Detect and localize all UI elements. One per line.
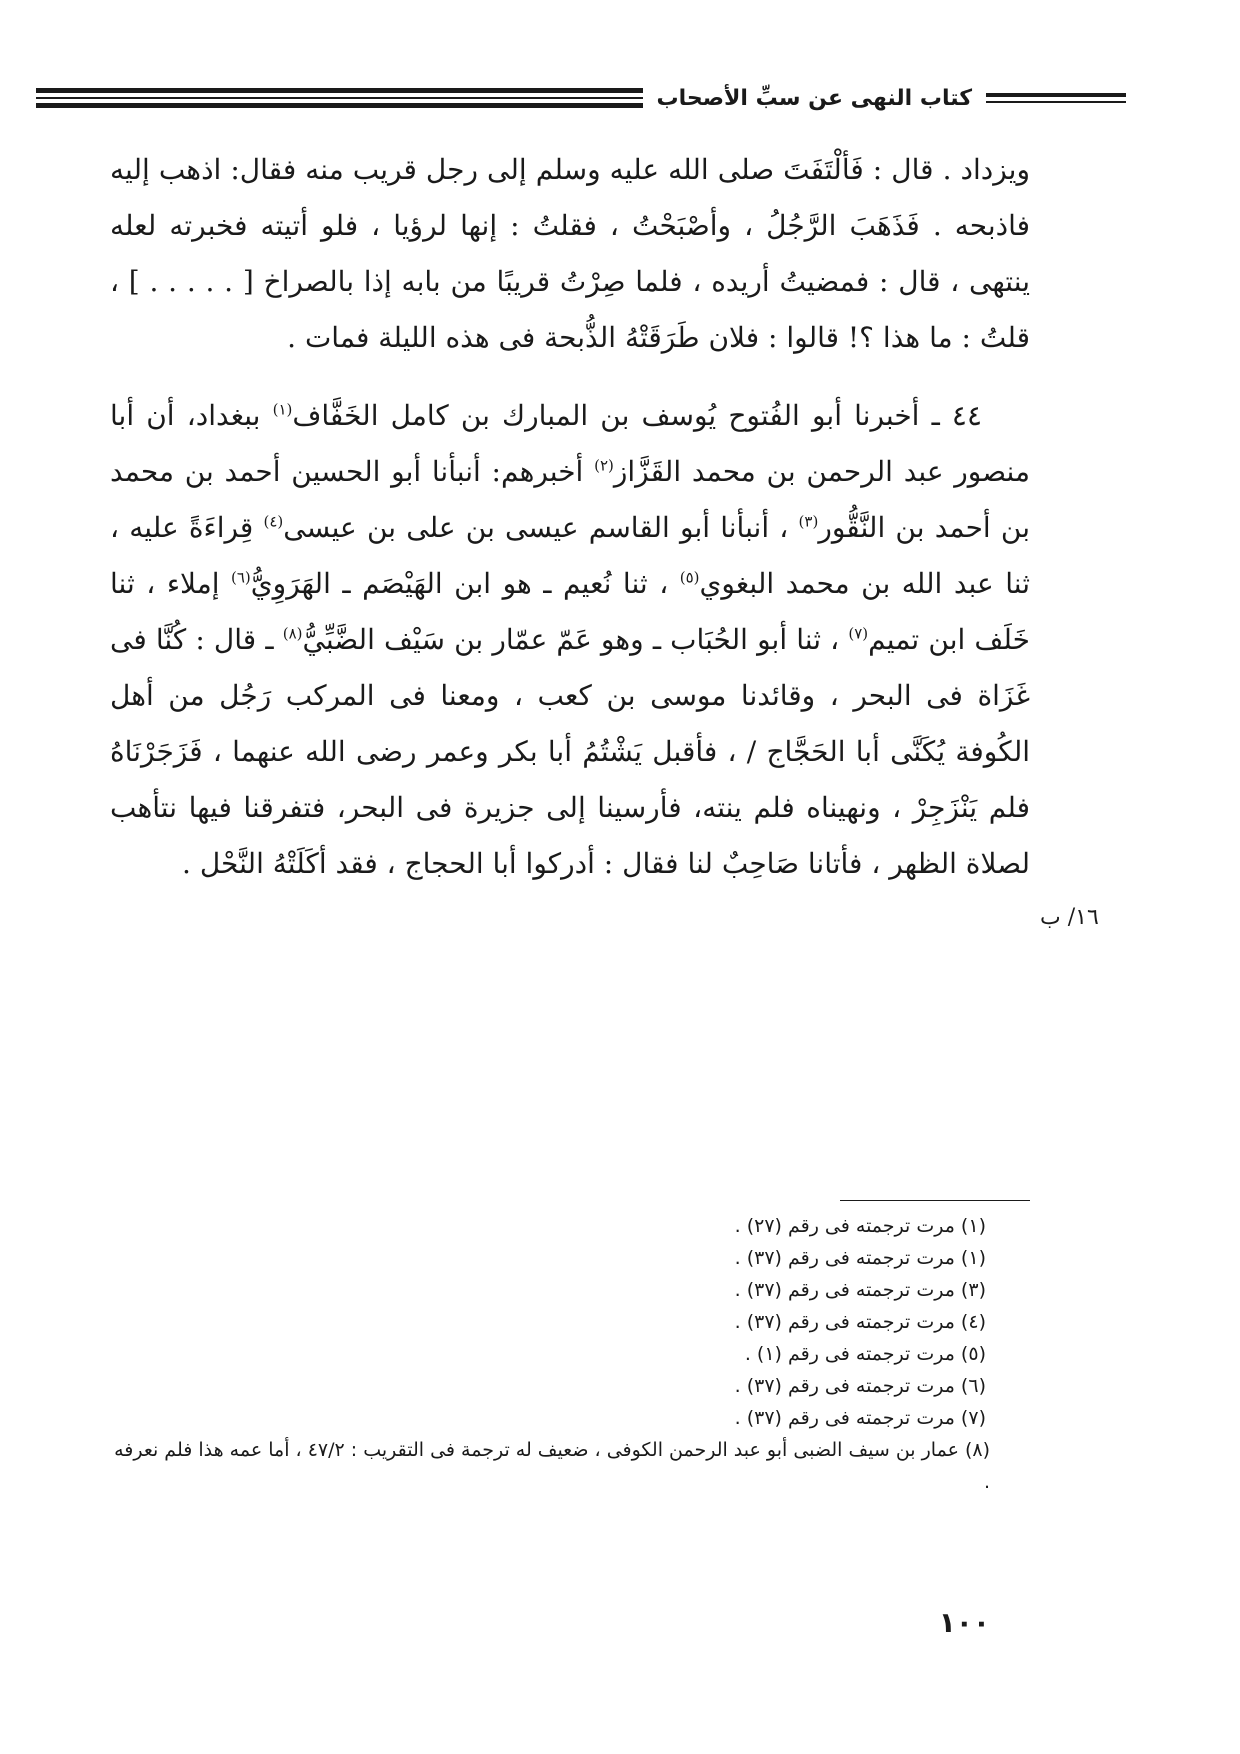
- header-rule-line: [986, 93, 1126, 97]
- manuscript-folio-marker: ١٦/ ب: [1040, 905, 1099, 930]
- footnote-3: (٣) مرت ترجمته فى رقم (٣٧) .: [734, 1279, 986, 1301]
- header-rule-line: [986, 101, 1126, 103]
- text-run: إملاء ، ثنا خَلَف ابن تميم: [110, 567, 1030, 656]
- header-rule-left: [36, 88, 643, 108]
- footnote-ref: (٦): [230, 568, 251, 587]
- footnote-ref: (٧): [848, 624, 869, 643]
- footnotes: [110, 1210, 1030, 1498]
- footnote-ref: (١): [272, 400, 293, 419]
- text-run: ، ثنا أبو الحُبَاب ـ وهو عَمّ عمّار بن سَيْف الضَّبِّيُّ: [302, 623, 849, 656]
- book-title: كتاب النهى عن سبِّ الأصحاب: [656, 85, 972, 111]
- footnote-ref: (٥): [679, 568, 700, 587]
- text-run: ، أنبأنا أبو القاسم عيسى بن على بن عيسى: [283, 511, 799, 544]
- footnote-8: (٨) عمار بن سيف الضبى أبو عبد الرحمن الكوفى ، ضعيف له ترجمة فى التقريب : ٤٧/٢ ، أما عمه هذا فلم نعرفه .: [114, 1439, 990, 1493]
- header-rule-right: [986, 93, 1126, 103]
- main-text: [110, 142, 1030, 914]
- text-run: ، ثنا نُعيم ـ هو ابن الهَيْصَم ـ الهَرَوِيُّ: [250, 567, 680, 600]
- header-rule-line: [36, 88, 643, 93]
- footnote-ref: (٨): [282, 624, 303, 643]
- footnote-5: (٥) مرت ترجمته فى رقم (١) .: [744, 1343, 986, 1365]
- text-run: ببغداد، أن أبا منصور عبد الرحمن بن محمد القَزَّاز: [110, 399, 1031, 488]
- paragraph-hadith-44: [110, 388, 1030, 892]
- page-number: ١٠٠: [938, 1606, 990, 1639]
- header-rule-line: [36, 97, 643, 99]
- footnote-ref: (٤): [263, 512, 284, 531]
- running-header: [36, 78, 1126, 118]
- footnote-4: (٤) مرت ترجمته فى رقم (٣٧) .: [734, 1311, 986, 1333]
- paragraph-continuation: ويزداد . قال : فَألْتَفَتَ صلى الله عليه وسلم إلى رجل قريب منه فقال: اذهب إليه فاذبحه . فَذَهَبَ الرَّجُلُ ، وأصْبَحْتُ ، فقلتُ : إنها لرؤيا ، فلو أتيته فخبرته لعله ينتهى ، قال : فمضيتُ أريده ، فلما صِرْتُ قريبًا من بابه إذا بالصراخ [ . . . . . ] ، قلتُ : ما هذا ؟! قالوا : فلان طَرَقَتْهُ الذُّبحة فى هذه الليلة فمات .: [110, 153, 1031, 354]
- header-rule-line: [36, 103, 643, 108]
- text-run: قِراءَةً عليه ، ثنا عبد الله بن محمد البغوي: [110, 511, 1030, 600]
- footnote-ref: (٣): [798, 512, 819, 531]
- text-run: ـ قال : كُنَّا فى غَزَاة فى البحر ، وقائدنا موسى بن كعب ، ومعنا فى المركب رَجُل من أهل الكُوفة يُكَنَّى أبا الحَجَّاج / ، فأقبل يَشْتُمُ أبا بكر وعمر رضى الله عنهما ، فَزَجَرْنَاهُ فلم يَنْزَجِرْ ، ونهيناه فلم ينته، فأرسينا إلى جزيرة فى البحر، فتفرقنا فيها نتأهب لصلاة الظهر ، فأتانا صَاحِبٌ لنا فقال : أدركوا أبا الحجاج ، فقد أكَلَتْهُ النَّحْل .: [110, 623, 1031, 880]
- footnote-7: (٧) مرت ترجمته فى رقم (٣٧) .: [734, 1407, 986, 1429]
- footnote-6: (٦) مرت ترجمته فى رقم (٣٧) .: [734, 1375, 986, 1397]
- text-run: ٤٤ ـ أخبرنا أبو الفُتوح يُوسف بن المبارك بن كامل الخَفَّاف: [292, 399, 982, 432]
- footnote-separator: [840, 1200, 1030, 1201]
- text-run: أخبرهم: أنبأنا أبو الحسين أحمد بن محمد بن أحمد بن النَّقُّور: [110, 455, 1030, 544]
- footnote-2: (١) مرت ترجمته فى رقم (٣٧) .: [734, 1247, 986, 1269]
- footnote-ref: (٢): [594, 456, 614, 475]
- footnote-1: (١) مرت ترجمته فى رقم (٢٧) .: [734, 1215, 986, 1237]
